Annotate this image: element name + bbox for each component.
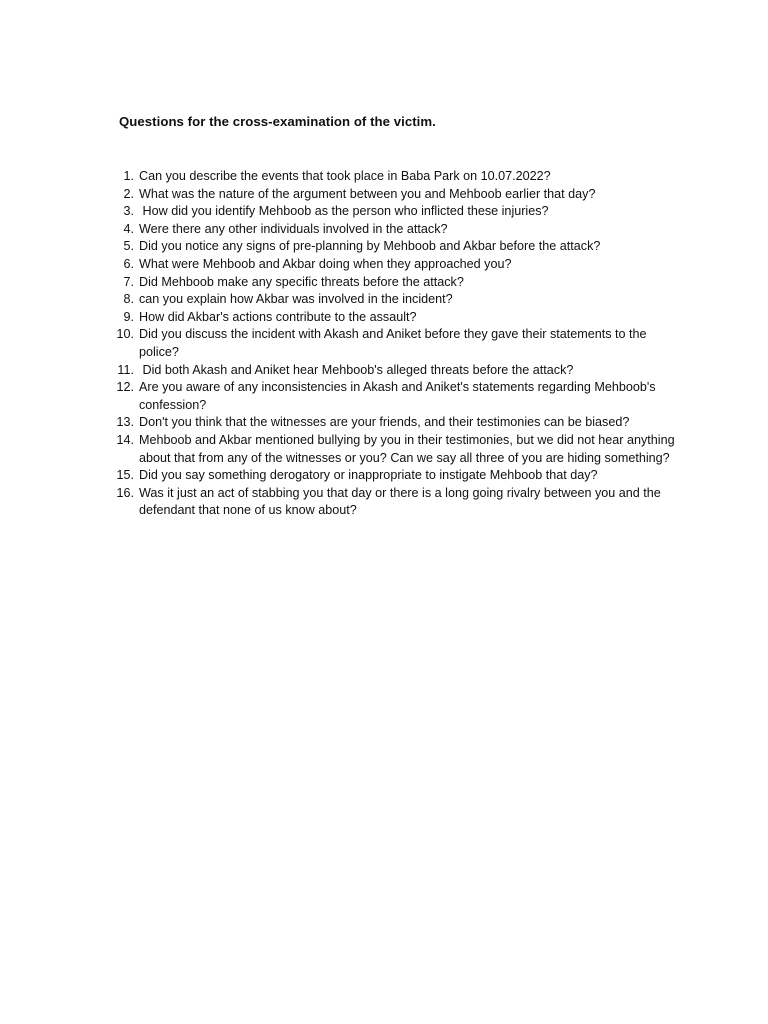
question-number: 1.: [123, 169, 134, 183]
question-number: 16.: [116, 485, 134, 500]
question-text: Did you discuss the incident with Akash and Aniket before they gave their statements to the police?: [139, 327, 651, 359]
question-item: [110, 467, 685, 485]
question-number: 6.: [123, 256, 134, 271]
question-item: [110, 186, 685, 204]
question-item: [110, 379, 685, 414]
question-item: [110, 414, 685, 432]
question-text: How did Akbar's actions contribute to the assault?: [139, 309, 417, 324]
question-number: 14.: [116, 432, 134, 447]
question-text: What were Mehboob and Akbar doing when they approached you?: [139, 256, 512, 271]
question-number: 12.: [116, 380, 134, 395]
question-number: 11.: [117, 362, 134, 377]
question-item: [110, 238, 685, 256]
question-number: 5.: [123, 239, 134, 254]
question-number: 10.: [116, 327, 134, 342]
question-number: 15.: [116, 468, 134, 483]
question-text: Don't you think that the witnesses are your friends, and their testimonies can be biased?: [139, 415, 630, 430]
document-title: Questions for the cross-examination of the victim.: [119, 114, 436, 129]
question-item: [110, 485, 685, 520]
question-text: Were there any other individuals involved in the attack?: [139, 221, 448, 236]
question-number: 7.: [123, 274, 134, 289]
question-text: Was it just an act of stabbing you that day or there is a long going rivalry between you and the defendant that none of us know about?: [139, 485, 665, 518]
question-item: [110, 256, 685, 274]
question-number: 2.: [123, 186, 134, 201]
question-text: Did Mehboob make any specific threats before the attack?: [139, 274, 464, 289]
question-number: 4.: [123, 221, 134, 236]
question-text: Did you notice any signs of pre-planning by Mehboob and Akbar before the attack?: [139, 239, 601, 254]
question-item: [110, 309, 685, 327]
question-number: 13.: [116, 415, 134, 430]
question-text: What was the nature of the argument between you and Mehboob earlier that day?: [139, 186, 596, 201]
question-text: Did both Akash and Aniket hear Mehboob's alleged threats before the attack?: [139, 362, 574, 377]
question-item: [110, 203, 685, 221]
question-text: Are you aware of any inconsistencies in Akash and Aniket's statements regarding Mehboob's confession?: [139, 380, 660, 412]
question-item: [110, 432, 685, 467]
question-number: 9.: [123, 309, 134, 324]
question-number: 8.: [123, 292, 134, 307]
question-text: Did you say something derogatory or inappropriate to instigate Mehboob that day?: [139, 468, 598, 483]
question-item: [110, 221, 685, 239]
question-text: Mehboob and Akbar mentioned bullying by you in their testimonies, but we did not hear anything about that from any of the witnesses or you? Can we say all three of you are hiding something?: [139, 432, 679, 465]
question-item: [110, 291, 685, 309]
question-text: How did you identify Mehboob as the person who inflicted these injuries?: [139, 204, 549, 219]
question-item: [110, 168, 685, 186]
question-number: 3.: [123, 204, 134, 219]
question-item: [110, 362, 685, 380]
question-item: [110, 326, 685, 361]
question-text: can you explain how Akbar was involved in the incident?: [139, 292, 453, 307]
question-text: Can you describe the events that took place in Baba Park on 10.07.2022?: [139, 169, 551, 183]
question-item: [110, 274, 685, 292]
question-list: [110, 168, 685, 520]
